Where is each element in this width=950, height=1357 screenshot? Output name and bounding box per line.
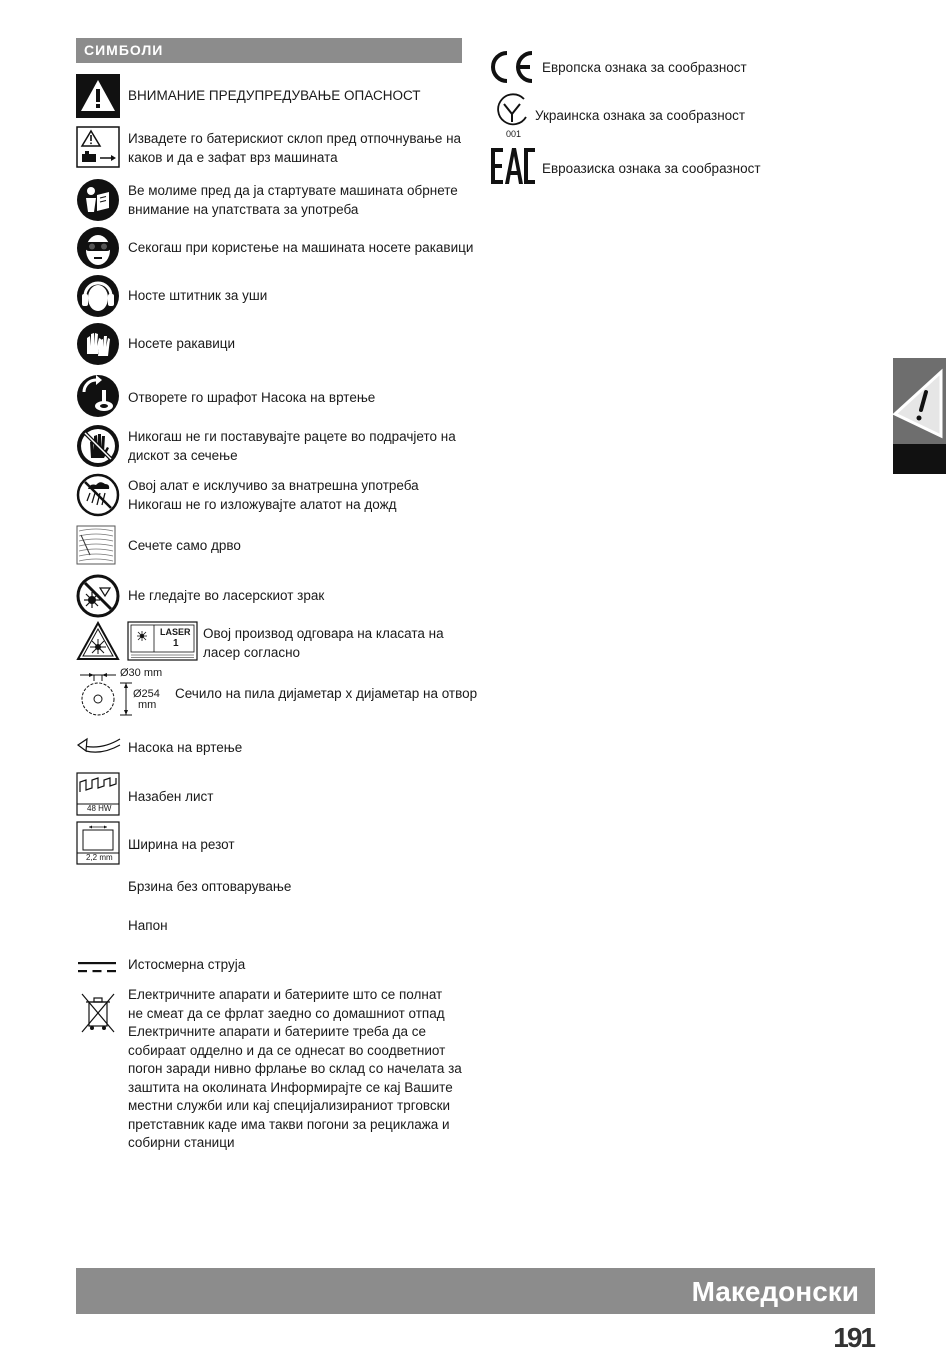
laser-class-icon [76, 621, 198, 663]
ukraine-code: 001 [506, 129, 522, 139]
page-number: 191 [833, 1322, 874, 1353]
side-tab-bottom [893, 444, 946, 474]
dc-current-icon [76, 960, 118, 974]
open-screw-icon [76, 372, 124, 420]
wood-only-icon [76, 525, 116, 565]
warning-triangle-icon [76, 74, 120, 118]
section-title: СИМБОЛИ [76, 38, 462, 63]
side-tab [893, 358, 946, 474]
ear-protection-icon [76, 274, 120, 318]
teeth-blade-icon [76, 772, 120, 816]
ukraine-mark-icon [496, 92, 530, 140]
arbor-size: Ø30 mm [120, 667, 163, 679]
laser-word: LASER [160, 627, 191, 637]
footer-language: Македонски [76, 1268, 875, 1314]
no-rain-icon [76, 473, 120, 517]
safety-goggles-icon [76, 226, 120, 270]
kerf-size: 2,2 mm [86, 853, 113, 862]
remove-battery-icon [76, 126, 120, 168]
warning-tab-icon [893, 358, 946, 444]
laser-class-number: 1 [173, 638, 179, 649]
blade-diameter-icon [76, 667, 176, 723]
gloves-icon [76, 322, 120, 366]
teeth-count: 48 HW [87, 804, 112, 813]
blade-diameter: Ø254 [133, 688, 160, 700]
no-hands-icon [76, 424, 120, 468]
read-manual-icon [76, 178, 120, 222]
blade-unit: mm [138, 699, 157, 711]
no-laser-stare-icon [76, 574, 120, 618]
ce-mark-icon [490, 50, 536, 84]
kerf-width-icon [76, 821, 120, 865]
weee-bin-icon [80, 990, 116, 1034]
eac-mark-icon [490, 148, 536, 184]
rotation-arrow-icon [76, 735, 122, 759]
